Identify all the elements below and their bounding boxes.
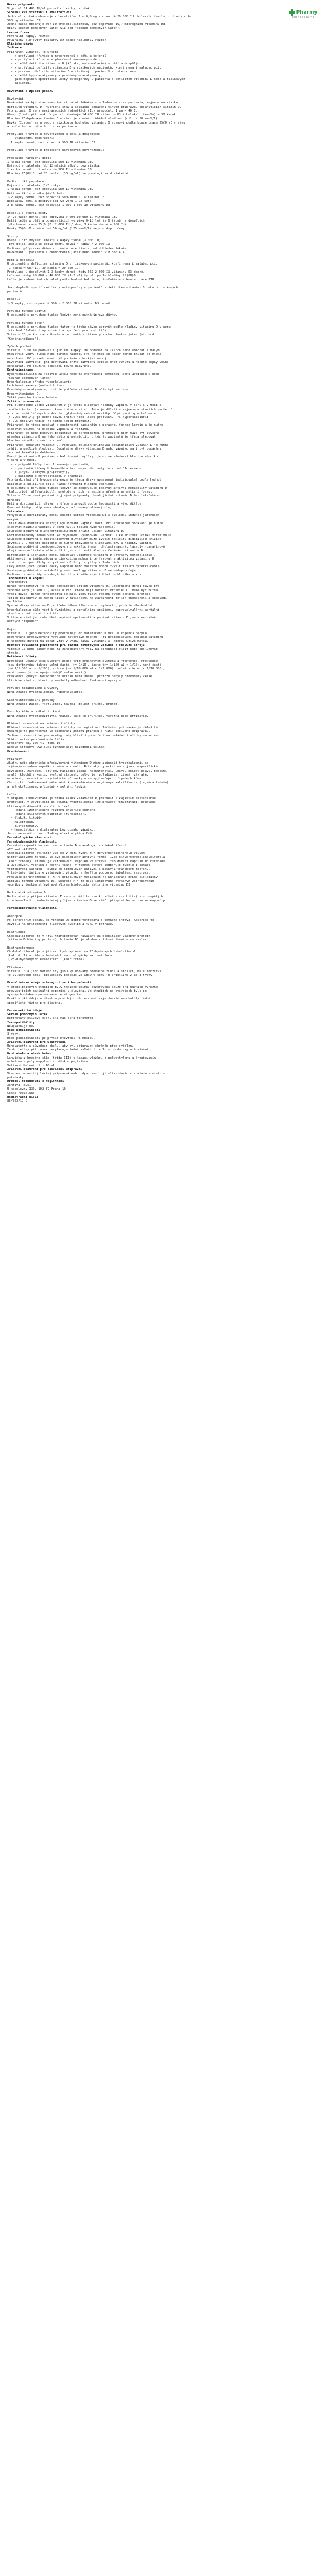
text-line: renální funkci (stanovení kreatininu v séru). Toto je důležité zejména u starších pacientů bbox=[7, 408, 173, 411]
text-line: Vitamin D3 nemá žádný nebo má zanedbatelný vliv na schopnost řídit nebo obsluhovat bbox=[7, 647, 158, 651]
text-line: a podle individuálního rizika pacienta. bbox=[7, 125, 79, 128]
text-line bbox=[7, 789, 318, 793]
text-line: Lahvička z hnědého skla (třída III) s kapací vložkou z polyethylenu a šroubovacím bbox=[7, 1056, 156, 1060]
text-line: Je nutné monitorovat hladiny elektrolytů a EKG. bbox=[7, 832, 94, 836]
text-line: Poruchy kůže a podkožní tkáně bbox=[7, 710, 60, 714]
cross-icon bbox=[289, 9, 295, 16]
text-line: Velikost balení: 1 x 10 ml. bbox=[7, 1064, 57, 1068]
text-line: V případě předávkování je třeba léčbu vitaminem D přerušit a zajistit dostatečnou bbox=[7, 797, 156, 801]
text-line bbox=[7, 306, 318, 310]
text-line bbox=[7, 94, 318, 97]
text-line: Přípravek se nemá podávat pacientům se sarkoidózou, protože u nich může být zvýšená bbox=[7, 431, 160, 435]
text-line: - Podání izotonického roztoku chloridu sodného, bbox=[7, 808, 98, 812]
text-line bbox=[7, 341, 318, 345]
text-line: (pro delší léčbu se užívá denní dávka 4 kapky = 2 000 IU) bbox=[7, 243, 112, 247]
text-line: - Glukokortikoidy, bbox=[7, 816, 44, 820]
text-line: požadavky. bbox=[7, 1075, 26, 1079]
text-line: hydrataci. V závislosti na stupni hyperkalcemie lze provést rehydrataci, podávání bbox=[7, 801, 156, 804]
text-line bbox=[7, 255, 318, 259]
text-line bbox=[7, 176, 318, 180]
text-line: Přípravek Vigantol je určen: bbox=[7, 50, 59, 54]
text-line: kličkových diuretik a dalších léků: bbox=[7, 804, 71, 808]
text-line bbox=[7, 911, 318, 915]
text-line: - Standardní doporučení: bbox=[7, 137, 55, 140]
text-line: 1 kapka denně, což odpovídá 500 IU vitaminu D3. bbox=[7, 188, 94, 192]
text-line: Úplný seznam pomocných látek viz bod "Seznam pomocných látek". bbox=[7, 27, 121, 30]
text-line: není známo (z dostupných údajů nelze určit). bbox=[7, 671, 88, 675]
section-heading: Zvláštní upozornění bbox=[7, 400, 42, 404]
text-line: Rifampicin a isoniazid mohou snižovat účinnost vitaminu D (zvýšený metabolismus). bbox=[7, 553, 156, 557]
text-line: Pediatrická populace bbox=[7, 180, 44, 183]
text-line: Umožňuje to pokračovat ve sledování poměru přínosů a rizik léčivého přípravku. bbox=[7, 730, 150, 734]
text-line bbox=[7, 129, 318, 133]
text-line: Šrobárova 48, 100 41 Praha 10 bbox=[7, 742, 60, 746]
text-line: Chronické předávkování může vést k vaskulárním a orgánovým kalcifikacím (zejména ledvin) bbox=[7, 781, 169, 785]
text-line: hyperkalcemie může vést k fyzickému a mentálnímu opoždění, supravalvulární aortální bbox=[7, 608, 160, 612]
text-line: pacientů: bbox=[7, 290, 24, 293]
text-line: Podávání s antacidy obsahujícími hliník může zvýšit hladinu hliníku v krvi. bbox=[7, 573, 145, 576]
text-line: zvýšeným obsahem vápníku v séru a v moči. Příznaky hyperkalcemie jsou nespecifické: bbox=[7, 765, 160, 769]
text-line bbox=[7, 887, 318, 891]
text-line: - jako doplněk specifické léčby osteoporózy u pacientů s deficitem vitaminu D nebo u rizikových bbox=[7, 78, 185, 82]
text-line: Podávání přípravku dětem v prvním roce života pod dohledem lékaře. bbox=[7, 247, 129, 250]
text-line: uzávěrem z polypropylenu s dětskou pojistkou. bbox=[7, 1060, 90, 1063]
text-line: V předklinických studiích byly toxické účinky pozorovány pouze při dávkách výrazně bbox=[7, 985, 158, 989]
text-line: Pseudohypoparatyreóza, protože potřeba vitaminu D může být snížena. bbox=[7, 388, 130, 392]
text-line: ATC kód: A11CC05 bbox=[7, 848, 37, 852]
text-line: Hypersenzitivita na léčivou látku nebo na kteroukoli pomocnou látku uvedenou v bodě bbox=[7, 372, 160, 376]
section-heading: Nežádoucí účinky bbox=[7, 655, 37, 659]
text-line: - k prevenci deficitu vitaminu D u rizikových pacientů s osteoporózou, bbox=[7, 70, 140, 73]
text-line: Uchovávejte v původním obalu, aby byl přípravek chráněn před světlem. bbox=[7, 1044, 134, 1048]
text-line: jen pod lékařským dohledem. bbox=[7, 451, 57, 454]
text-line: Vysoké dávky vitaminu D je třeba během těhotenství vyloučit, protože dlouhodobá bbox=[7, 604, 153, 608]
text-line: (kalcidiol) a dále v ledvinách na biologicky aktivní formu bbox=[7, 954, 114, 957]
text-line: Dospělí bbox=[7, 298, 20, 302]
text-line: svalů, kloubů a kostí, svalová slabost, polyurie, polydipsie, žízeň, závratě, bbox=[7, 773, 149, 777]
text-line: 1 kapka denně, což odpovídá 500 IU vitaminu D3. bbox=[7, 160, 94, 164]
text-line: (> 2,65 mmol/l) je nutné dávku snížit nebo léčbu přerušit. Při hyperkalciurii bbox=[7, 415, 149, 419]
section-heading: Inkompatibility bbox=[7, 1020, 35, 1024]
text-line: Léčba je vedena individuálně podle hodnot kalcémie, fosfatémie a koncentrace PTH. bbox=[7, 278, 156, 282]
text-line: Gastrointestinální poruchy bbox=[7, 698, 55, 702]
text-line: Žádáme zdravotnické pracovníky, aby hlásili podezření na nežádoucí účinky na adresu: bbox=[7, 734, 161, 737]
text-line: Sirupy: bbox=[7, 235, 20, 238]
text-line: množstvím vody, mléka nebo jiného nápoje. Pro kojence se kapky mohou přidat do mléka bbox=[7, 353, 161, 356]
section-heading: Možnost ovlivnění pozornosti při řízení motorových vozidel a obsluze strojů bbox=[7, 643, 145, 647]
text-line: Rafinovaný olivový olej, all-rac-alfa-tokoferol bbox=[7, 1017, 94, 1020]
text-line: nutných případech. bbox=[7, 620, 40, 624]
text-line: vysokých dávkách pozorována teratogenita. bbox=[7, 993, 83, 997]
section-heading: Léková forma bbox=[7, 30, 29, 34]
text-line: arytmií). U těchto pacientů je nutné pravidelné sledování EKG a hladiny vápníku. bbox=[7, 541, 154, 545]
text-line: Nežádoucí účinky jsou uvedeny podle tříd orgánových systémů a frekvence. Frekvence bbox=[7, 659, 158, 663]
text-line: Děti ve školním věku (4-10 let): bbox=[7, 192, 66, 195]
text-line: Pro dávkování při hypoparatyreóze je třeba dávky upravovat individuálně podle hodnot bbox=[7, 478, 161, 482]
text-line: - v případě léčby imobilizovaných pacientů, bbox=[7, 463, 90, 466]
text-line: Kojenci a batolata (do 12 měsíců věku), bez rizika: bbox=[7, 164, 101, 168]
text-line: Dospělí a starší osoby bbox=[7, 211, 48, 215]
section-heading: Dávkování a způsob podání bbox=[7, 89, 53, 93]
text-line bbox=[7, 145, 318, 149]
text-line: U pacientů s poruchou funkce ledvin není nutná úprava dávky. bbox=[7, 313, 118, 317]
product-leaflet-document bbox=[0, 0, 318, 1114]
text-line: Česká republika bbox=[7, 1091, 35, 1095]
text-line: Pro vitamin D se v mezinárodních jednotkách (IU) přepočet: 1 µg = 40 IU. bbox=[7, 109, 140, 113]
text-line: Profylaxe křivice u předčasně narozených novorozenců: bbox=[7, 149, 105, 152]
text-line: - k profylaxi křivice u předčasně narozených dětí, bbox=[7, 58, 103, 62]
text-line bbox=[7, 695, 318, 699]
text-line bbox=[7, 942, 318, 946]
text-line: "Seznam pomocných látek". bbox=[7, 376, 53, 380]
text-line: aktivní formou vitaminu D3. Sekrece PTH je dále inhibována zvýšeným vstřebáváním bbox=[7, 879, 154, 883]
text-line: kalcémie a kalciurie (cíl: nízká normální hladina vápníku). bbox=[7, 482, 116, 486]
text-line: Kojenci a batolata (1-3 roky): bbox=[7, 184, 63, 188]
section-heading: Farmakokinetické vlastnosti bbox=[7, 907, 57, 911]
section-heading: Držitel rozhodnutí o registraci bbox=[7, 1079, 64, 1083]
text-line: pacientů. bbox=[7, 82, 31, 85]
text-line: U pacientů s poruchou funkce jater je třeba dávku upravit podle hladiny vitaminu D v séru bbox=[7, 325, 171, 329]
text-line: Způsob podání bbox=[7, 345, 31, 349]
text-line: vápníku v tenkém střevě pod vlivem biologicky aktivního vitaminu D3. bbox=[7, 883, 132, 887]
section-heading: Indikace bbox=[7, 46, 22, 50]
text-line: Vitamin D3 se má podávat s jídlem. Kapky lze podávat na lžičce nebo smíchat s malým bbox=[7, 349, 160, 353]
text-line bbox=[7, 977, 318, 981]
text-line: převyšujících maximální expozici u člověka. Ve studiích na zvířatech byla po bbox=[7, 989, 147, 993]
text-line: nevolnost, zvracení, průjem, následně zácpa, nechutenství, únava, bolest hlavy, bolesti bbox=[7, 769, 167, 773]
section-heading: Předklinické údaje vztahující se k bezpečnosti bbox=[7, 981, 92, 985]
section-heading: Seznam pomocných látek bbox=[7, 1013, 48, 1017]
text-line: - Kalcitonin, bbox=[7, 820, 35, 824]
text-line: vyšší dávka. Během těhotenství se mají ženy řídit radami svého lékaře, protože bbox=[7, 592, 150, 596]
text-line: Současné podávání glukokortikoidů může snížit účinek vitaminu D. bbox=[7, 530, 125, 533]
text-line: Biotransformace bbox=[7, 946, 35, 950]
section-heading: Předávkování bbox=[7, 749, 29, 753]
text-line: klinické studie, které by umožnily odhadnout frekvenci výskytu. bbox=[7, 679, 123, 683]
logo-name: Pharmy bbox=[296, 10, 318, 15]
text-line: (viz bod "Zvláštní upozornění a opatření pro použití"). bbox=[7, 329, 108, 333]
text-line: Eliminace bbox=[7, 966, 24, 969]
text-line: Aktinomycin a imidazolová antimykotika mohou interferovat s aktivitou vitaminu D bbox=[7, 557, 154, 561]
text-line bbox=[7, 231, 318, 235]
text-line: Přípravek je třeba podávat s opatrností pacientům s poruchou funkce ledvin a je nutné bbox=[7, 423, 164, 427]
text-line: a u pacientů léčených srdečními glykosidy nebo diuretiky. V případě hyperkalcemie bbox=[7, 411, 156, 415]
text-line: V ledvinách inhibuje vylučování vápníku a fosfátu podporou tubulární resorpce. bbox=[7, 871, 150, 875]
text-line: Delší léčba u dětí a dospívajících ve věku 0-18 let (a 6 týdnů) a dospělých: bbox=[7, 219, 147, 223]
text-line: Cholekalciferol je v krvi transportován navázaný na specifický vazebný protein bbox=[7, 934, 150, 938]
text-line: 1 kapka denně, což odpovídá 500 IU vitaminu D3. bbox=[7, 140, 98, 144]
text-line: 86/003/19-C bbox=[7, 1099, 28, 1103]
text-line: 1-3 kapky, což odpovídá 500 - 2 000 IU vitaminu D3 denně. bbox=[7, 302, 112, 305]
text-line: těhotné ženy je 400 IU, avšak u žen, které mají deficit vitaminu D, může být nutná bbox=[7, 588, 158, 592]
text-line: Léčba bbox=[7, 792, 16, 796]
text-line: - k léčbě deficitu vitaminu D (křivka, osteomalacie) u dětí a dospělých, bbox=[7, 62, 143, 66]
text-line: Profylaxe křivice u novorozenců a dětí a dospělých: bbox=[7, 133, 101, 137]
section-heading: Klinické údaje bbox=[7, 42, 33, 46]
text-line: je vylučováno močí. Biologický poločas 25(OH)D v séru je přibližně 2 až 3 týdny. bbox=[7, 974, 154, 977]
text-line: - k profylaxi křivice u novorozenců a dětí a kojenců, bbox=[7, 54, 108, 58]
text-line: U pacientů s deficitem vitaminu D u rizikových pacientů, kteří nemají malabsorpci: bbox=[7, 262, 158, 266]
text-line: a nefrokalcinóze, případně k selhání ledvin. bbox=[7, 785, 88, 789]
text-line: Kojení bbox=[7, 628, 19, 631]
text-line: Dávkování bbox=[7, 97, 24, 101]
text-line: 2-3 kapky denně, což odpovídá 1 000-1 500 IU vitaminu D3. bbox=[7, 204, 112, 207]
text-line bbox=[7, 318, 318, 322]
text-line: a uvolňování vápníku z kostní tkáně. V tenkém střevě podporuje rychlé i pomalé bbox=[7, 863, 150, 867]
text-line: - u pacientů s nefrolitiázou v anamnéze. bbox=[7, 475, 84, 478]
text-line: - Bisfosfonáty. bbox=[7, 824, 39, 828]
text-line: sledovat účinek na hladinu vápníku a fosfátů. bbox=[7, 427, 90, 431]
text-line: Akutní nebo chronické předávkování vitaminem D může způsobit hyperkalcemii se bbox=[7, 761, 149, 765]
text-line: k osteomalacii. Nedostatečný příjem vitaminu D ve stáří přispívá ke vzniku osteoporózy. bbox=[7, 899, 167, 902]
text-line bbox=[7, 282, 318, 286]
text-line: Léky obsahující vysoké dávky vápníku nebo fosfátu mohou zvýšit riziko hyperkalcemie. bbox=[7, 565, 161, 569]
text-line: Profylaxe u dospělých 1-3 kapky denně, tedy 667-2 000 IU vitaminu D3 denně. bbox=[7, 270, 145, 274]
text-line: V těhotenství je třeba dbát zvýšené opatrnosti a podávat vitamin D jen v nezbytně bbox=[7, 616, 156, 620]
text-line bbox=[7, 683, 318, 687]
text-line: deficitu vitaminu D, nutriční stav a současné podávání jiných přípravků obsahujících vitamin D. bbox=[7, 105, 181, 109]
text-line: Preklinické údaje u dávek odpovídajících terapeutickým dávkám neodhalily žádné bbox=[7, 997, 150, 1001]
text-line: (kalcitriolu), stimuluje vstřebávání vápníku ve střevě, zabudování vápníku do osteoidu bbox=[7, 859, 165, 863]
text-line: Těhotenství bbox=[7, 581, 28, 585]
text-line: - u pacientů léčených benzothiadiazinovými deriváty (viz bod "Interakce bbox=[7, 466, 141, 470]
text-line: Dávka (IU/den) se u osob s rizikovou hodnotou vitaminu D stanoví podle koncentrace 25(OH)D v séru bbox=[7, 121, 185, 125]
text-line: D kojenému dítěti má lékař vzít v úvahu dávku vitaminu D, kterou užívá matka. bbox=[7, 640, 149, 643]
text-line bbox=[7, 706, 318, 710]
text-line: Hyperkalcemie a/nebo hyperkalciurie. bbox=[7, 380, 74, 384]
text-line: olej) nebo orlistatu může snížit gastrointestinální vstřebávání vitaminu D. bbox=[7, 549, 145, 553]
text-line: Pomocné látky: přípravek obsahuje rafinovaný olivový olej. bbox=[7, 506, 114, 509]
text-line: jsou definovány takto: velmi časté (>= 1/10), časté (>= 1/100 až < 1/10), méně časté bbox=[7, 663, 161, 667]
text-line: pozorováno předávkování vyvolané mateřským mlékem. Při předepisování doplňků vitaminu bbox=[7, 636, 164, 640]
text-line: U kabelovny 130, 102 37 Praha 10 bbox=[7, 1087, 66, 1091]
text-line: Distribuce bbox=[7, 930, 26, 934]
section-heading: Kontraindikace bbox=[7, 368, 33, 372]
text-line: Cholekalciferol je v játrech hydroxylován na 25-hydroxycholekalciferol bbox=[7, 950, 136, 954]
section-heading: Druh obalu a obsah balení bbox=[7, 1052, 53, 1056]
text-line: Hlášení podezření na nežádoucí účinky po registraci léčivého přípravku je důležité. bbox=[7, 726, 160, 730]
section-heading: Farmaceutické údaje bbox=[7, 1009, 42, 1012]
text-line: Jako doplněk specifické léčby osteoporózy u pacientů s deficitem vitaminu D nebo u rizikových bbox=[7, 286, 178, 290]
text-line: Státní ústav pro kontrolu léčiv bbox=[7, 737, 64, 741]
section-heading: Zvláštní opatření pro uchovávání bbox=[7, 1040, 66, 1044]
text-line: Děti a dospívající: dávku je třeba stanovit podle hmotnosti a věku dítěte. bbox=[7, 502, 143, 506]
text-line: Předčasně narození děti: bbox=[7, 156, 51, 160]
section-heading: Doba použitelnosti bbox=[7, 1029, 40, 1032]
text-line: Vitamin D3 je kontraindikován u pacientů s těžkou poruchou funkce jater (viz bod bbox=[7, 333, 154, 337]
text-line: Nedostatečný příjem vitaminu D vede u dětí ke vzniku křivice (rachitis) a u dospělých bbox=[7, 895, 164, 899]
text-line bbox=[7, 152, 318, 156]
text-line: Současné podávání s digitalisovými glykosidy může zvýšit toxicitu digitalisu (riziko bbox=[7, 537, 161, 541]
text-line: U pacientů s poruchou funkce ledvin se doporučuje podávat aktivní metabolity vitaminu D bbox=[7, 486, 167, 490]
text-line: "Kontraindikace"). bbox=[7, 337, 40, 341]
text-line: enzymů. bbox=[7, 518, 20, 521]
text-line: Ledvinové kameny (nefrolitiáza). bbox=[7, 384, 66, 388]
text-line bbox=[7, 86, 318, 90]
text-line bbox=[7, 624, 318, 628]
text-line: (>= 1/1 000 až < 1/100), vzácné (>= 1/10 000 až < 1/1 000), velmi vzácné (< 1/10 000), bbox=[7, 667, 165, 671]
text-line bbox=[7, 903, 318, 907]
text-line: dohledu. bbox=[7, 498, 22, 502]
text-line: specifické riziko pro člověka. bbox=[7, 1001, 63, 1005]
section-heading: Zvláštní opatření pro likvidaci přípravku bbox=[7, 1068, 83, 1072]
text-line: Webové stránky: www.sukl.cz/nahlasit-nezadouci-ucinek bbox=[7, 746, 105, 749]
text-line: Děti a dospělí: bbox=[7, 259, 35, 262]
text-line: závislá na přítomnosti žlučových kyselin a tuků v potravě. bbox=[7, 923, 114, 926]
text-line: Současné podávání iontoměničových pryskyřic (např. cholestyramin), laxativ (parafinový bbox=[7, 545, 165, 549]
text-line: Frekvence výskytu nežádoucích účinků není známa, protože nebyly provedeny velké bbox=[7, 675, 153, 679]
text-line: sledovat hladinu vápníku v séru kvůli riziku hyperkalcemie. bbox=[7, 526, 116, 530]
text-line: v séru a v moči. bbox=[7, 459, 37, 463]
text-line: Dávky 25(OH)D v séru nad 50 ng/ml (125 nmol/l) nejsou doporučeny. bbox=[7, 227, 126, 231]
text-line: - Hemodialýza s dialyzátem bez obsahu vápníku. bbox=[7, 828, 95, 832]
text-line: Jedna kapka obsahuje 667 IU cholecalciferolu, což odpovídá 16,7 mikrogramu vitaminu D3. bbox=[7, 23, 167, 27]
text-line: (dle koncentrace 25(OH)D, 2 000 IU / den, 1 kapka denně = 500 IU) bbox=[7, 223, 126, 227]
text-line: 500 ug vitaminu D3). bbox=[7, 19, 44, 22]
pharmy-logo[interactable] bbox=[287, 4, 319, 24]
text-line: Pokud je vitamin D podáván s kalciovými doplňky, je nutné sledovat hladinu vápníku bbox=[7, 455, 158, 459]
text-line: Porucha funkce ledvin bbox=[7, 310, 46, 313]
section-heading: Farmakologické vlastnosti bbox=[7, 836, 53, 840]
text-line: odkapávat. Po použití lahvičku pevně uzavřete. bbox=[7, 365, 92, 368]
text-line: přeměna vitaminu D na jeho aktivní metabolit. U těchto pacientů je třeba sledovat bbox=[7, 435, 156, 439]
text-line: Těžká porucha funkce ledvin. bbox=[7, 396, 59, 399]
text-line bbox=[7, 207, 318, 211]
section-heading: Interakce bbox=[7, 510, 24, 514]
text-line: 1,25-dihydroxycholekalciferol (kalcitriol). bbox=[7, 958, 86, 962]
text-line: Absorpce bbox=[7, 914, 22, 918]
text-line bbox=[7, 294, 318, 298]
text-line: Obsah (1 ml) přípravku Vigantol obsahuje 14 400 IU vitaminu D3 (cholekalciferolu) = 30 kapek. bbox=[7, 113, 178, 117]
text-line: Dospělí pro zvýšení efektu 4 kapky týdně (2 000 IU). bbox=[7, 239, 103, 243]
text-line: Vitamin D3 a jeho metabolity jsou vylučovány převážně žlučí a stolicí, malé množství bbox=[7, 969, 161, 973]
text-line: vstřebávání vápníku. Rovněž je stimulován aktivní i pasivní transport fosfátu. bbox=[7, 868, 150, 871]
text-line bbox=[7, 1005, 318, 1009]
text-line: ultrafialového záření. Ve své biologicky aktivní formě, 1,25-dihydroxycholekalciferolu bbox=[7, 856, 165, 859]
section-heading: Farmakodynamické vlastnosti bbox=[7, 840, 57, 844]
text-line: Hladinu 25-hydroxyvitaminu D v séru je vhodné průběžně sledovat (cíl: > 50 nmol/l). bbox=[7, 117, 160, 121]
text-line: na léčbu. bbox=[7, 600, 24, 604]
text-line: Všechen nepoužitý léčivý přípravek nebo odpad musí být zlikvidován v souladu s místními bbox=[7, 1072, 167, 1075]
text-line: inhibicí enzymu 25-hydroxyvitamin D-1-hydroxylázy v ledvinách. bbox=[7, 561, 121, 565]
text-line: Farmakoterapeutická skupina: vitamin D a analoga, cholekalciferol bbox=[7, 844, 126, 847]
text-line: Jedna ml roztoku obsahuje colecalciferolum 0,5 mg (odpovídá 20 000 IU cholecalciferolu, což odpovídá bbox=[7, 15, 191, 19]
text-line: Není známo: zácpa, flatulence, nauzea, bolest břicha, průjem. bbox=[7, 702, 119, 706]
text-line: Doba použitelnosti po prvním otevření: 6 měsíců. bbox=[7, 1036, 95, 1040]
logo-tagline: online lékárna bbox=[291, 16, 315, 19]
text-line: Poruchy metabolismu a výživy bbox=[7, 687, 59, 691]
text-line: Léčebné dávky 20 000 - 40 000 IU (1-2 ml) týdně, podle hladiny 25(OH)D. bbox=[7, 274, 138, 278]
text-line: Není známo: hypersenzitivní reakce, jako je pruritus, vyrážka nebo urtikarie. bbox=[7, 714, 149, 718]
text-line: Kortikosteroidy mohou vést ke zvýšenému vylučování vápníku a ke snížení účinku vitaminu D. bbox=[7, 533, 173, 537]
text-line: ospalost, nervozita, psychotické příznaky a ve výjimečných případech kóma. bbox=[7, 777, 143, 781]
text-line: Produkce parathormonu (PTH) v příštítných tělískách je inhibována přímo biologicky bbox=[7, 875, 158, 879]
text-line: Hypervitaminóza D. bbox=[7, 392, 40, 396]
text-line: Thiazidová diuretika snižují vylučování vápníku močí. Při současném podávání je nutné bbox=[7, 521, 164, 525]
text-line: (kalcitriol, alfakalcidol), protože u nich je snížena přeměna na aktivní formu. bbox=[7, 490, 153, 494]
text-line: Dávkovací lahvička: při dávkování držte lahvičku svisle dnem vzhůru a nechte kapky volně bbox=[7, 360, 169, 364]
text-line: Cholekalciferol (vitamin D3) se v kůži tvoří z 7-dehydrocholesterolu vlivem bbox=[7, 852, 145, 856]
text-line: Příznaky bbox=[7, 758, 22, 761]
text-line: Hlášení podezření na nežádoucí účinky bbox=[7, 722, 75, 726]
section-heading: Složení kvalitativní i kvalitativní bbox=[7, 11, 71, 15]
text-line: Není známo: hyperkalcemie, hyperkalciurie. bbox=[7, 691, 84, 694]
text-line: Během těhotenství je nutné dostatečný příjem vitaminu D. Doporučená denní dávka pro bbox=[7, 585, 160, 588]
section-heading: Název přípravku bbox=[7, 3, 35, 7]
text-line: Vigantol 14 400 IU/ml perorální kapky, roztok bbox=[7, 7, 90, 11]
text-line bbox=[7, 962, 318, 966]
section-heading: Registrační číslo bbox=[7, 1095, 39, 1099]
text-line: s jinými léčivými přípravky"), bbox=[7, 471, 70, 475]
text-line: Dávkování má být stanoveno individuálně lékařem s ohledem na stav pacienta, zejména na riziko bbox=[7, 101, 178, 105]
text-line: Vitamin D3 se nemá podávat s jinými přípravky obsahujícími vitamin D bez lékařského bbox=[7, 494, 160, 498]
text-line: stenóze a retinopatii dítěte. bbox=[7, 612, 60, 616]
text-line bbox=[7, 754, 318, 758]
text-line: Tento léčivý přípravek nevyžaduje žádné zvláštní teplotní podmínky uchovávání. bbox=[7, 1048, 150, 1052]
text-line: (1 kapka = 667 IU, 30 kapek = 20 000 IU) bbox=[7, 266, 81, 270]
text-line: Neuplatňuje se. bbox=[7, 1024, 35, 1028]
text-line: - Podání kličkových diuretik (furosemid), bbox=[7, 813, 86, 816]
text-line: hladinu vápníku v séru a v moči. bbox=[7, 439, 66, 443]
text-line: nebo kaše. Přípravek nesmí být podáván s horkými nápoji. bbox=[7, 356, 110, 360]
text-line: Při dlouhodobé léčbě vitaminem D je třeba sledovat hladiny vápníku v séru a v moči a bbox=[7, 404, 161, 408]
text-line: - k profylaxi deficitu vitaminu D u rizikových pacientů, kteří nemají malabsorpci, bbox=[7, 66, 161, 70]
text-line: 3 roky. bbox=[7, 1032, 20, 1036]
text-line: Po perorálním podání se vitamin D3 dobře vstřebává z tenkého střeva. Absorpce je bbox=[7, 918, 154, 922]
text-line: Porucha funkce jater bbox=[7, 321, 44, 325]
text-line: jejich požadavky se mohou lišit v závislosti na závažnosti jejich onemocnění a odpovědi bbox=[7, 597, 167, 600]
text-line: 1-2 kapky denně, což odpovídá 500-1000 IU vitaminu D3. bbox=[7, 195, 106, 199]
text-line: zvážit a pečlivě sledovat. Dodatečné dávky vitaminu D nebo vápníku mají být podávány bbox=[7, 447, 161, 451]
text-line: Nedostatek vitaminu D bbox=[7, 891, 46, 895]
text-line: Současné podávání s metabolity nebo analogy vitaminu D se nedoporučuje. bbox=[7, 569, 138, 573]
text-line: Dávkování u pacientů s onemocněním jater nebo ledvin viz bod 4.4. bbox=[7, 250, 126, 254]
section-heading: Těhotenství a kojení bbox=[7, 576, 44, 580]
text-line: Zentiva, k.s. bbox=[7, 1084, 31, 1087]
text-line: 1 kapka denně, což odpovídá 500 IU vitaminu D3. bbox=[7, 168, 94, 172]
text-line: - k léčbě hypoparatyreózy a pseudohypoparatyreózy, bbox=[7, 73, 103, 77]
text-line: 14-20 kapek denně, což odpovídá 7 000-10 000 IU vitaminu D3. bbox=[7, 215, 118, 219]
logo-row bbox=[289, 9, 318, 16]
text-line bbox=[7, 926, 318, 930]
text-line: (> 7,5 mmol/24 hodin) je nutné léčbu přerušit. bbox=[7, 420, 92, 423]
text-line: stroje. bbox=[7, 651, 20, 655]
text-line bbox=[7, 718, 318, 722]
text-line: Vitamin D a jeho metabolity přecházejí do mateřského mléka. U kojenců nebylo bbox=[7, 632, 147, 635]
text-line: Hladiny 25(OH)D nad 75 nmol/l (30 ng/ml) se považují za dostatečné. bbox=[7, 172, 130, 176]
text-line: Fenytoin a barbituráty mohou snížit účinek vitaminu D3 v důsledku indukce jaterních bbox=[7, 514, 160, 518]
text-line: Přípravek obsahuje vitamin D. Podávání dalších přípravků obsahujících vitamin D je nutné bbox=[7, 443, 169, 447]
text-line: Batolata, děti a dospívající ve věku 1-18 let: bbox=[7, 199, 92, 203]
text-line: Průzračný olejovitý bezbarvý až slabě nažloutlý roztok. bbox=[7, 38, 108, 42]
text-line: (vitamin D binding protein). Vitamin D3 je uložen v tukové tkáni a ve svalech. bbox=[7, 938, 150, 942]
text-line: Perorální kapky, roztok bbox=[7, 34, 50, 38]
